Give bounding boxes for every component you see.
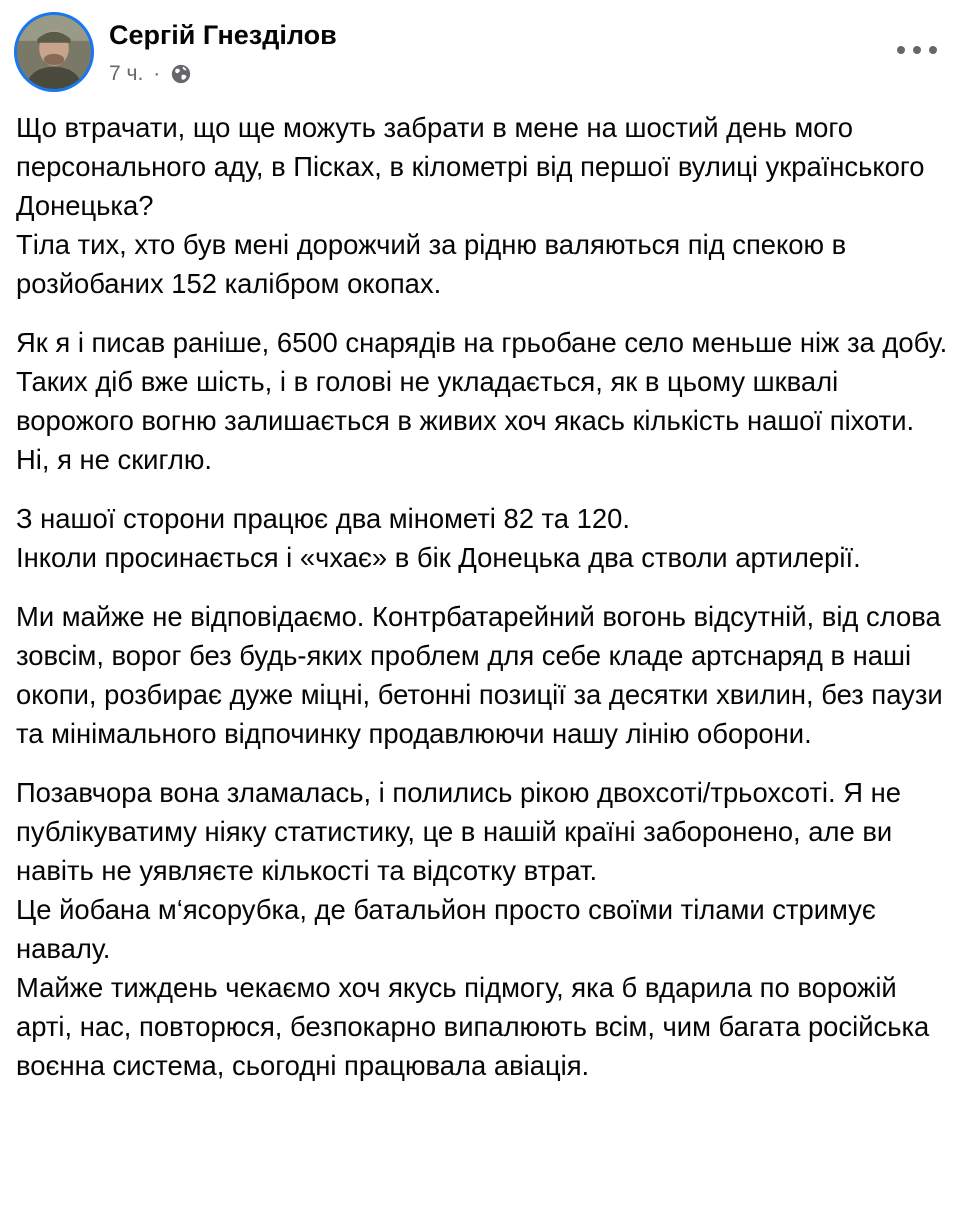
author-name[interactable]: Сергій Гнезділов: [109, 20, 337, 50]
post-paragraph: З нашої сторони працює два мінометі 82 та 120. Інколи просинається і «чхає» в бік Донецька два стволи артилерії.: [16, 503, 861, 573]
post-header: [14, 12, 955, 92]
more-options-icon[interactable]: [897, 40, 937, 60]
post-paragraph: Як я і писав раніше, 6500 снарядів на грьобане село меньше ніж за добу. Таких діб вже шість, і в голові не укладається, як в цьому шквалі ворожого вогню залишається в живих хоч якась кількість нашої піхоти. Ні, я не скиглю.: [16, 327, 948, 475]
meta-separator: ·: [153, 62, 161, 85]
post-paragraph: Позавчора вона зламалась, і полились рікою двохсоті/трьохсоті. Я не публікуватиму ніяку статистику, це в нашій країні заборонено, але ви навіть не уявляєте кількості та відсотку втрат. Це йобана м‘ясорубка, де батальйон просто своїми тілами стримує навалу. Майже тиждень чекаємо хоч якусь підмогу, яка б вдарила по ворожій арті, нас, повторюся, безпокарно випалюють всім, чим багата російська воєнна система, сьогодні працювала авіація.: [16, 777, 930, 1081]
avatar-image: [17, 15, 91, 89]
more-dot: [913, 46, 921, 54]
post-paragraph: Ми майже не відповідаємо. Контрбатарейний вогонь відсутній, від слова зовсім, ворог без будь-яких проблем для себе кладе артснаряд в наші окопи, розбирає дуже міцні, бетонні позиції за десятки хвилин, без паузи та мінімального відпочинку продавлюючи нашу лінію оборони.: [16, 601, 943, 749]
globe-icon[interactable]: [170, 63, 192, 85]
post-time[interactable]: 7 ч.: [109, 62, 144, 85]
post-paragraph: Що втрачати, що ще можуть забрати в мене на шостий день мого персонального аду, в Пісках, в кілометрі від першої вулиці українського Донецька? Тіла тих, хто був мені дорожчий за рідню валяються під спекою в розйобаних 152 калібром окопах.: [16, 112, 925, 299]
post-meta: [109, 62, 192, 86]
post-body: [16, 108, 956, 1105]
more-dot: [897, 46, 905, 54]
more-dot: [929, 46, 937, 54]
avatar[interactable]: [14, 12, 94, 92]
